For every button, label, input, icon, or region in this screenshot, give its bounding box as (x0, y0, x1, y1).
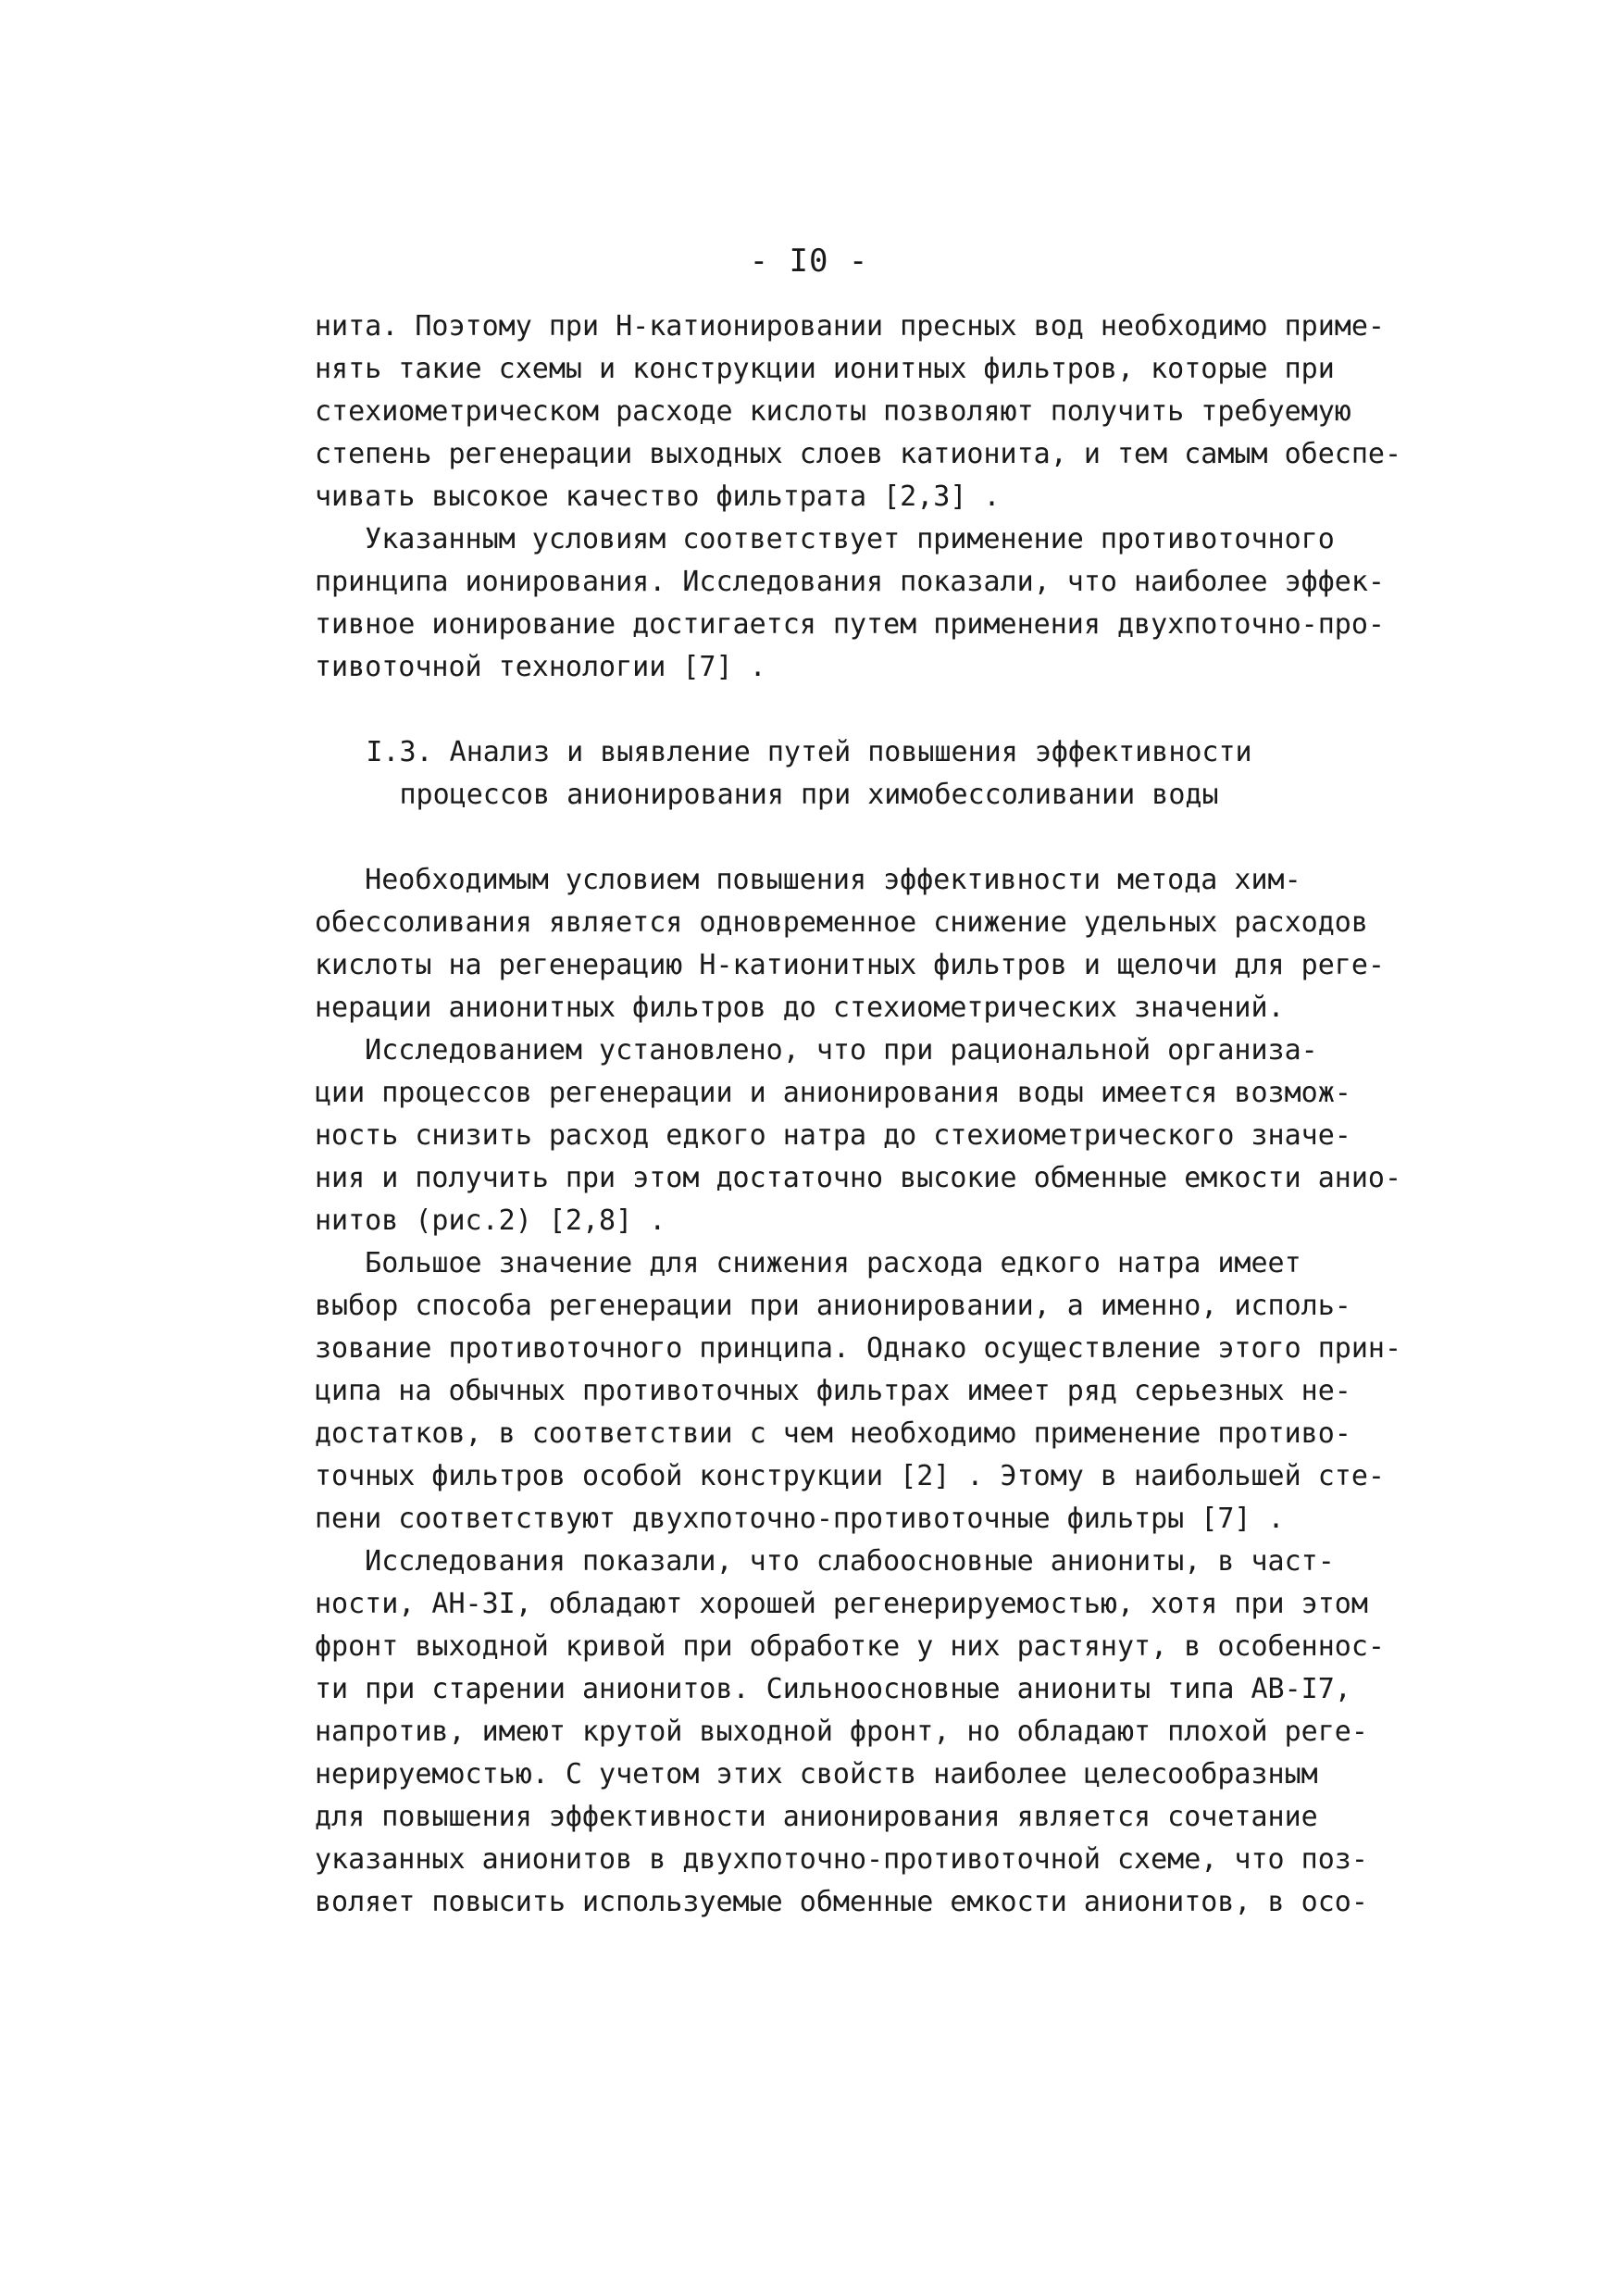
text-line: ти при старении анионитов. Сильноосновные аниониты типа АВ-I7, (315, 1673, 1351, 1705)
text-line: пени соответствуют двухпоточно-противоточные фильтры [7] . (315, 1503, 1285, 1535)
text-line: кислоты на регенерацию Н-катионитных фильтров и щелочи для реге- (315, 949, 1385, 981)
text-line: напротив, имеют крутой выходной фронт, но обладают плохой реге- (315, 1716, 1368, 1748)
text-line: ции процессов регенерации и анионирования воды имеется возмож- (315, 1077, 1351, 1109)
text-line: ность снизить расход едкого натра до стехиометрического значе- (315, 1119, 1351, 1152)
text-line: выбор способа регенерации при анионировании, а именно, исполь- (315, 1290, 1351, 1322)
text-line: Исследования показали, что слабоосновные аниониты, в част- (315, 1545, 1335, 1578)
text-line: ния и получить при этом достаточно высокие обменные емкости анио- (315, 1162, 1401, 1194)
text-line: достатков, в соответствии с чем необходимо применение противо- (315, 1417, 1351, 1450)
text-line: Указанным условиям соответствует применение противоточного (315, 523, 1335, 555)
text-line: для повышения эффективности анионирования является сочетание (315, 1801, 1318, 1833)
text-line: фронт выходной кривой при обработке у них растянут, в особеннос- (315, 1630, 1385, 1663)
text-line: воляет повысить используемые обменные емкости анионитов, в осо- (315, 1886, 1368, 1918)
text-line: Исследованием установлено, что при рациональной организа- (315, 1034, 1318, 1067)
section-heading-line: I.3. Анализ и выявление путей повышения эффективности (366, 736, 1252, 768)
text-line: обессоливания является одновременное снижение удельных расходов (315, 906, 1368, 939)
text-line: ности, АН-3I, обладают хорошей регенерируемостью, хотя при этом (315, 1588, 1368, 1620)
page-number: - I0 - (749, 243, 869, 280)
text-line: чивать высокое качество фильтрата [2,3] . (315, 480, 1001, 513)
text-line: степень регенерации выходных слоев катионита, и тем самым обеспе- (315, 438, 1401, 470)
text-line: принципа ионирования. Исследования показали, что наиболее эффек- (315, 566, 1385, 598)
text-line: нерируемостью. С учетом этих свойств наиболее целесообразным (315, 1758, 1318, 1791)
text-line: ципа на обычных противоточных фильтрах имеет ряд серьезных не- (315, 1375, 1351, 1407)
text-line: тивное ионирование достигается путем применения двухпоточно-про- (315, 608, 1385, 641)
text-line: Необходимым условием повышения эффективности метода хим- (315, 864, 1301, 896)
text-line: стехиометрическом расходе кислоты позволяют получить требуемую (315, 395, 1351, 428)
text-line: тивоточной технологии [7] . (315, 651, 766, 683)
text-line: Большое значение для снижения расхода едкого натра имеет (315, 1247, 1301, 1279)
text-line: указанных анионитов в двухпоточно-противоточной схеме, что поз- (315, 1843, 1368, 1876)
text-line: точных фильтров особой конструкции [2] . Этому в наибольшей сте- (315, 1460, 1385, 1492)
text-line: нять такие схемы и конструкции ионитных фильтров, которые при (315, 353, 1335, 385)
section-heading-line: процессов анионирования при химобессоливании воды (399, 779, 1219, 811)
text-line: нерации анионитных фильтров до стехиометрических значений. (315, 992, 1285, 1024)
text-line: зование противоточного принципа. Однако осуществление этого прин- (315, 1332, 1401, 1365)
text-line: нита. Поэтому при Н-катионировании пресных вод необходимо приме- (315, 310, 1385, 343)
text-line: нитов (рис.2) [2,8] . (315, 1204, 666, 1237)
